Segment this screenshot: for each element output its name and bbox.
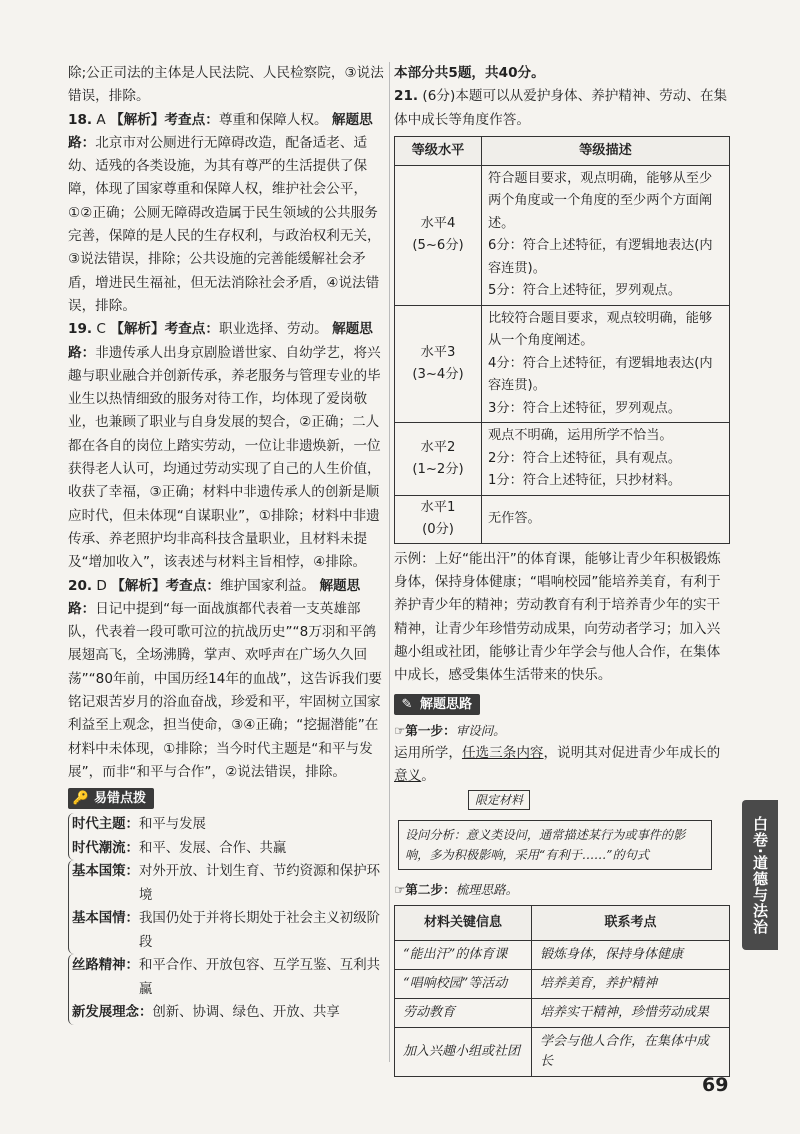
- tip-item: 时代主题： 和平与发展: [72, 817, 206, 833]
- tips-group-1: [68, 813, 386, 860]
- tips-group-2: [68, 860, 386, 954]
- question-20: [68, 575, 386, 785]
- answer-letter: C: [96, 321, 106, 338]
- tips-heading: [68, 788, 154, 809]
- question-18: [68, 109, 386, 319]
- level-table: [394, 136, 730, 544]
- solve-heading: [394, 694, 480, 715]
- topic-text: 维护国家利益。: [219, 577, 316, 594]
- question-number: 18.: [68, 111, 93, 128]
- topic-text: 职业选择、劳动。: [219, 321, 328, 338]
- tip-item: 基本国情： 我国仍处于并将长期处于社会主义初级阶段: [72, 911, 380, 950]
- table-header: 材料关键信息: [395, 906, 532, 941]
- analysis-label: 【解析】考查点：: [111, 577, 220, 594]
- question-number: 20.: [68, 577, 93, 594]
- table-row: “能出汗”的体育课 锻炼身体，保持身体健康: [395, 941, 730, 970]
- analysis-label: 【解析】考查点：: [110, 321, 219, 338]
- step-2: ☞第二步：梳理思路。: [394, 881, 519, 897]
- question-number: 19.: [68, 321, 93, 338]
- tip-item: 丝路精神： 和平合作、开放包容、互学互鉴、互利共赢: [72, 958, 380, 997]
- solve-title: 解题思路: [420, 696, 473, 712]
- tip-item: 基本国策： 对外开放、计划生育、节约资源和保护环境: [72, 864, 380, 903]
- right-column: [394, 62, 730, 1077]
- limit-box: 限定材料: [468, 790, 530, 810]
- tips-group-3: [68, 954, 386, 1025]
- mapping-table: [394, 905, 730, 1077]
- table-header: 等级水平: [395, 136, 482, 165]
- table-row: 加入兴趣小组或社团 学会与他人合作，在集体中成长: [395, 1028, 730, 1077]
- analysis-label: 【解析】考查点：: [110, 111, 219, 128]
- thinking-label: 解题思路：: [68, 111, 373, 151]
- question-analysis-note: 设问分析：意义类设问，通常描述某行为或事件的影响，多为积极影响，采用“有利于……”的句式: [398, 820, 712, 870]
- tip-item: 新发展理念： 创新、协调、绿色、开放、共享: [72, 1005, 340, 1021]
- key-icon: 🔑: [72, 791, 90, 807]
- tips-list: [68, 813, 386, 1025]
- table-row: 劳动教育 培养实干精神，珍惜劳动成果: [395, 999, 730, 1028]
- answer-letter: D: [96, 577, 107, 594]
- hand-icon: ☞: [394, 881, 406, 897]
- analysis-body: 北京市对公厕进行无障碍改造，配备适老、适幼、适残的各类设施，为其有尊严的生活提供了保障，体现了国家尊重和保障人权，维护社会公平，①②正确；公厕无障碍改造属于民生领域的公共服务完善，保障的是人民的生存权利，与政治权利无关，③说法错误，排除；公共设施的完善能缓解社会矛盾，增进民生福祉，但无法消除社会矛盾，④说法错误，排除。: [68, 134, 381, 314]
- table-row: “唱响校园”等活动 培养美育，养护精神: [395, 970, 730, 999]
- analysis-body: 非遗传承人出身京剧脸谱世家、自幼学艺，将兴趣与职业融合并创新传承，养老服务与管理专业的毕业生以热情细致的服务对待工作，均体现了爱岗敬业，也兼顾了职业与自身发展的契合，②正确；二人都在各自的岗位上踏实劳动，一位让非遗焕新，一位获得老人认可，均通过劳动实现了自己的人生价值，收获了幸福，③正确；材料中非遗传承人的创新是顺应时代，但未体现“自谋职业”，①排除；材料中非遗传承、养老照护均非高科技含量职业，且材料未提及“增加收入”，该表述与材料主旨相悖，④排除。: [68, 344, 381, 571]
- table-row: 水平1 (0分) 无作答。: [395, 495, 730, 543]
- table-row: 水平4 (5~6分) 符合题目要求，观点明确，能够从至少两个角度或一个角度的至少两个方面阐述。 6分：符合上述特征，有逻辑地表达(内容连贯)。 5分：符合上述特征，罗列观点。: [395, 165, 730, 305]
- side-tab: 白卷·道德与法治: [742, 800, 778, 950]
- table-header: 等级描述: [482, 136, 730, 165]
- table-row: 水平3 (3~4分) 比较符合题目要求，观点较明确，能够从一个角度阐述。 4分：符合上述特征，有逻辑地表达(内容连贯)。 3分：符合上述特征，罗列观点。: [395, 305, 730, 423]
- tips-title: 易错点拨: [94, 791, 147, 807]
- hand-icon: ☞: [394, 722, 406, 738]
- thinking-label: 解题思路：: [68, 577, 361, 617]
- step-1: ☞第一步：审设问。: [394, 722, 506, 738]
- question-19: [68, 318, 386, 574]
- continued-text: 除;公正司法的主体是人民法院、人民检察院，③说法错误，排除。: [68, 65, 384, 105]
- tip-item: 时代潮流： 和平、发展、合作、共赢: [72, 840, 287, 856]
- example-answer: 示例：上好“能出汗”的体育课，能够让青少年积极锻炼身体，保持身体健康；“唱响校园”能培养美育，有利于养护青少年的精神；劳动教育有利于培养青少年的实干精神，让青少年珍惜劳动成果，向劳动者学习；加入兴趣小组或社团，能够让青少年学会与他人合作，在集体中成长，感受集体生活带来的快乐。: [394, 550, 721, 684]
- table-header: 联系考点: [532, 906, 730, 941]
- limit-box-row: [394, 789, 730, 812]
- analysis-body: 日记中提到“每一面战旗都代表着一支英雄部队，代表着一段可歌可泣的抗战历史”“8万羽和平鸽展翅高飞，全场沸腾，掌声、欢呼声在广场久久回荡”“80年前，中国历经14年的血战”，这告诉我们要铭记艰苦岁月的浴血奋战，珍爱和平，牢固树立国家利益至上观念，担当使命，③④正确；“挖掘潜能”在材料中未体现，①排除；当今时代主题是“和平与发展”，而非“和平与合作”，②说法错误，排除。: [68, 600, 383, 780]
- section-header: 本部分共5题，共40分。: [394, 65, 545, 81]
- answer-letter: A: [96, 111, 106, 128]
- pencil-icon: ✎: [401, 696, 413, 712]
- thinking-label: 解题思路：: [68, 321, 373, 361]
- page-number: 69: [702, 1074, 729, 1096]
- table-row: 水平2 (1~2分) 观点不明确，运用所学不恰当。 2分：符合上述特征，具有观点。 1分：符合上述特征，只抄材料。: [395, 423, 730, 496]
- question-21: 21. (6分)本题可以从爱护身体、养护精神、劳动、在集体中成长等角度作答。: [394, 88, 728, 128]
- left-column: [68, 62, 386, 1025]
- step-1-text: 运用所学，任选三条内容，说明其对促进青少年成长的意义。: [394, 744, 721, 785]
- topic-text: 尊重和保障人权。: [218, 111, 328, 128]
- column-divider: [389, 62, 390, 1062]
